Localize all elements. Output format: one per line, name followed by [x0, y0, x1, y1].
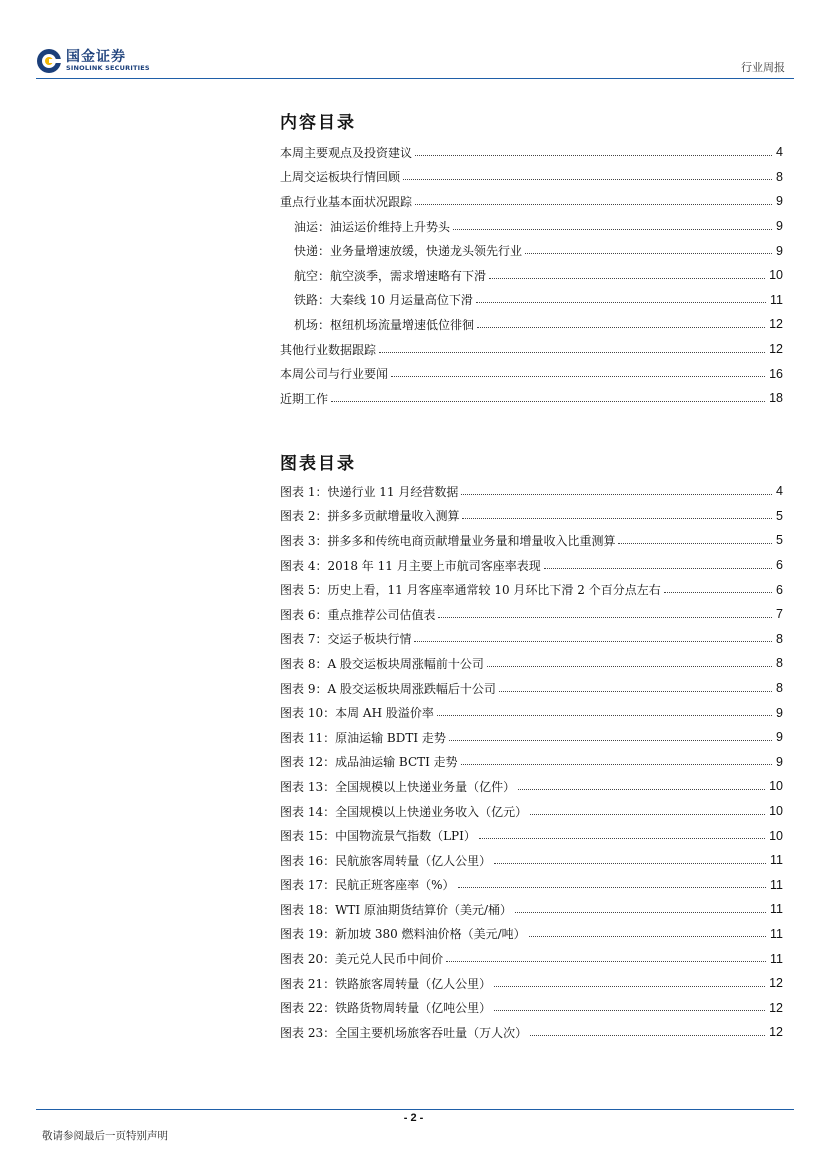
toc-entry-page: 12: [769, 1000, 783, 1015]
toc-entry-label: 图表 15：中国物流景气指数（LPI）: [280, 829, 476, 844]
toc-entry-label: 图表 13：全国规模以上快递业务量（亿件）: [280, 779, 516, 794]
toc-entry-page: 16: [769, 366, 783, 381]
footer-divider: [36, 1109, 794, 1110]
toc-entry-page: 12: [769, 317, 783, 332]
toc-entry[interactable]: [280, 799, 783, 824]
toc-dot-leader: [453, 229, 772, 230]
toc-entry[interactable]: [280, 971, 783, 996]
logo-english-name: SINOLINK SECURITIES: [66, 64, 150, 72]
toc-entry-page: 6: [776, 582, 783, 597]
toc-entry-page: 8: [776, 631, 783, 646]
toc-entry[interactable]: [280, 750, 783, 775]
toc-entry[interactable]: [280, 627, 783, 652]
toc-entry-label: 图表 14：全国规模以上快递业务收入（亿元）: [280, 804, 528, 819]
toc-entry-label: 图表 1：快递行业 11 月经营数据: [280, 484, 459, 499]
toc-entry[interactable]: [280, 774, 783, 799]
toc-entry-page: 11: [770, 292, 783, 307]
toc-dot-leader: [415, 204, 772, 205]
toc-entry-label: 图表 12：成品油运输 BCTI 走势: [280, 755, 458, 770]
toc-entry[interactable]: [280, 725, 783, 750]
toc-dot-leader: [462, 518, 772, 519]
contents-title: 内容目录: [280, 113, 356, 133]
toc-entry[interactable]: [280, 946, 783, 971]
toc-entry[interactable]: [280, 995, 783, 1020]
toc-entry[interactable]: [280, 165, 783, 190]
toc-dot-leader: [494, 986, 765, 987]
toc-dot-leader: [477, 327, 765, 328]
toc-entry-label: 图表 17：民航正班客座率（%）: [280, 878, 455, 893]
toc-entry-page: 12: [769, 976, 783, 991]
toc-entry-label: 航空：航空淡季，需求增速略有下滑: [294, 268, 487, 283]
toc-entry-label: 图表 21：铁路旅客周转量（亿人公里）: [280, 976, 492, 991]
toc-entry-page: 11: [770, 877, 783, 892]
toc-entry-label: 本周公司与行业要闻: [280, 367, 389, 382]
toc-entry-label: 图表 11：原油运输 BDTI 走势: [280, 730, 446, 745]
toc-dot-leader: [529, 936, 766, 937]
toc-entry[interactable]: [280, 361, 783, 386]
toc-entry-page: 10: [769, 828, 783, 843]
toc-dot-leader: [664, 592, 772, 593]
toc-entry-label: 图表 23：全国主要机场旅客吞吐量（万人次）: [280, 1025, 528, 1040]
toc-entry[interactable]: [280, 312, 783, 337]
toc-dot-leader: [530, 814, 765, 815]
toc-entry[interactable]: [280, 873, 783, 898]
toc-entry[interactable]: [280, 140, 783, 165]
toc-entry-page: 18: [769, 391, 783, 406]
toc-dot-leader: [415, 155, 772, 156]
toc-dot-leader: [515, 912, 766, 913]
toc-entry-label: 机场：枢纽机场流量增速低位徘徊: [294, 317, 475, 332]
toc-entry-page: 8: [776, 169, 783, 184]
sinolink-logo-icon: [36, 48, 62, 74]
toc-entry-page: 9: [776, 705, 783, 720]
toc-entry-page: 5: [776, 533, 783, 548]
toc-dot-leader: [461, 494, 772, 495]
toc-entry-page: 11: [770, 902, 783, 917]
toc-dot-leader: [476, 302, 766, 303]
toc-entry-page: 7: [776, 607, 783, 622]
toc-entry-page: 12: [769, 1025, 783, 1040]
toc-entry-label: 铁路：大秦线 10 月运量高位下滑: [294, 293, 473, 308]
toc-entry-page: 9: [776, 754, 783, 769]
toc-entry[interactable]: [280, 214, 783, 239]
disclaimer-note: 敬请参阅最后一页特别声明: [42, 1130, 168, 1142]
toc-entry-page: 5: [776, 508, 783, 523]
toc-dot-leader: [487, 666, 772, 667]
toc-dot-leader: [479, 838, 765, 839]
toc-dot-leader: [544, 568, 772, 569]
toc-dot-leader: [446, 961, 766, 962]
toc-entry-label: 图表 22：铁路货物周转量（亿吨公里）: [280, 1001, 492, 1016]
toc-entry-label: 重点行业基本面状况跟踪: [280, 194, 413, 209]
toc-entry-page: 4: [776, 145, 783, 160]
toc-entry[interactable]: [280, 922, 783, 947]
toc-entry-page: 6: [776, 558, 783, 573]
toc-entry-page: 10: [769, 804, 783, 819]
report-type-label: 行业周报: [741, 61, 785, 74]
toc-entry[interactable]: [280, 897, 783, 922]
toc-entry-label: 图表 2：拼多多贡献增量收入测算: [280, 509, 460, 524]
toc-dot-leader: [499, 691, 772, 692]
toc-entry[interactable]: [280, 528, 783, 553]
toc-entry-page: 10: [769, 268, 783, 283]
toc-entry-label: 上周交运板块行情回顾: [280, 170, 401, 185]
toc-dot-leader: [494, 1010, 765, 1011]
toc-entry-label: 图表 6：重点推荐公司估值表: [280, 607, 436, 622]
company-logo: [36, 46, 166, 76]
toc-entry[interactable]: [280, 504, 783, 529]
toc-dot-leader: [525, 253, 772, 254]
figures-list: [280, 479, 783, 1045]
toc-entry[interactable]: [280, 337, 783, 362]
toc-entry[interactable]: [280, 848, 783, 873]
figures-title: 图表目录: [280, 454, 356, 474]
toc-entry-page: 12: [769, 342, 783, 357]
toc-entry-label: 图表 5：历史上看，11 月客座率通常较 10 月环比下滑 2 个百分点左右: [280, 583, 661, 598]
toc-entry[interactable]: [280, 288, 783, 313]
toc-entry-label: 图表 3：拼多多和传统电商贡献增量业务量和增量收入比重测算: [280, 533, 616, 548]
toc-entry-label: 图表 20：美元兑人民币中间价: [280, 952, 444, 967]
toc-dot-leader: [414, 641, 772, 642]
toc-entry-label: 图表 10：本周 AH 股溢价率: [280, 706, 434, 721]
toc-entry[interactable]: [280, 386, 783, 411]
toc-dot-leader: [618, 543, 772, 544]
toc-entry[interactable]: [280, 823, 783, 848]
toc-entry[interactable]: [280, 238, 783, 263]
logo-chinese-name: 国金证券: [66, 49, 126, 65]
toc-dot-leader: [449, 740, 772, 741]
toc-entry-label: 本周主要观点及投资建议: [280, 145, 413, 160]
toc-entry[interactable]: [280, 553, 783, 578]
toc-dot-leader: [494, 863, 766, 864]
toc-dot-leader: [489, 278, 765, 279]
toc-entry-label: 图表 4：2018 年 11 月主要上市航司客座率表现: [280, 558, 541, 573]
toc-entry-page: 8: [776, 681, 783, 696]
toc-entry-label: 图表 9：A 股交运板块周涨跌幅后十公司: [280, 681, 496, 696]
toc-dot-leader: [530, 1035, 765, 1036]
toc-entry-page: 9: [776, 219, 783, 234]
toc-entry-page: 9: [776, 243, 783, 258]
toc-entry-label: 图表 18：WTI 原油期货结算价（美元/桶）: [280, 902, 513, 917]
toc-dot-leader: [379, 352, 765, 353]
header-divider: [36, 78, 794, 79]
toc-entry[interactable]: [280, 263, 783, 288]
toc-entry-label: 图表 8：A 股交运板块周涨幅前十公司: [280, 656, 484, 671]
toc-entry[interactable]: [280, 1020, 783, 1045]
toc-entry-page: 11: [770, 951, 783, 966]
toc-entry-page: 9: [776, 194, 783, 209]
toc-entry[interactable]: [280, 189, 783, 214]
toc-entry-page: 10: [769, 779, 783, 794]
toc-dot-leader: [403, 179, 772, 180]
toc-entry[interactable]: [280, 700, 783, 725]
toc-entry-page: 11: [770, 853, 783, 868]
toc-entry-label: 其他行业数据跟踪: [280, 342, 377, 357]
page-number: - 2 -: [403, 1112, 424, 1124]
toc-entry[interactable]: [280, 676, 783, 701]
toc-entry-page: 9: [776, 730, 783, 745]
toc-entry-page: 11: [770, 926, 783, 941]
page-header: [0, 0, 827, 80]
toc-dot-leader: [438, 617, 772, 618]
toc-entry[interactable]: [280, 602, 783, 627]
toc-entry[interactable]: [280, 577, 783, 602]
toc-entry-label: 图表 16：民航旅客周转量（亿人公里）: [280, 853, 492, 868]
toc-entry-label: 图表 7：交运子板块行情: [280, 632, 412, 647]
toc-dot-leader: [518, 789, 765, 790]
toc-dot-leader: [458, 887, 767, 888]
toc-entry-page: 4: [776, 484, 783, 499]
toc-entry-label: 快递：业务量增速放缓，快递龙头领先行业: [294, 244, 523, 259]
toc-dot-leader: [461, 764, 772, 765]
toc-entry-label: 油运：油运运价维持上升势头: [294, 219, 451, 234]
toc-dot-leader: [331, 401, 765, 402]
toc-entry[interactable]: [280, 479, 783, 504]
toc-dot-leader: [391, 376, 765, 377]
toc-dot-leader: [437, 715, 772, 716]
contents-list: [280, 140, 783, 411]
toc-entry-label: 图表 19：新加坡 380 燃料油价格（美元/吨）: [280, 927, 526, 942]
toc-entry-page: 8: [776, 656, 783, 671]
toc-entry-label: 近期工作: [280, 391, 329, 406]
toc-entry[interactable]: [280, 651, 783, 676]
